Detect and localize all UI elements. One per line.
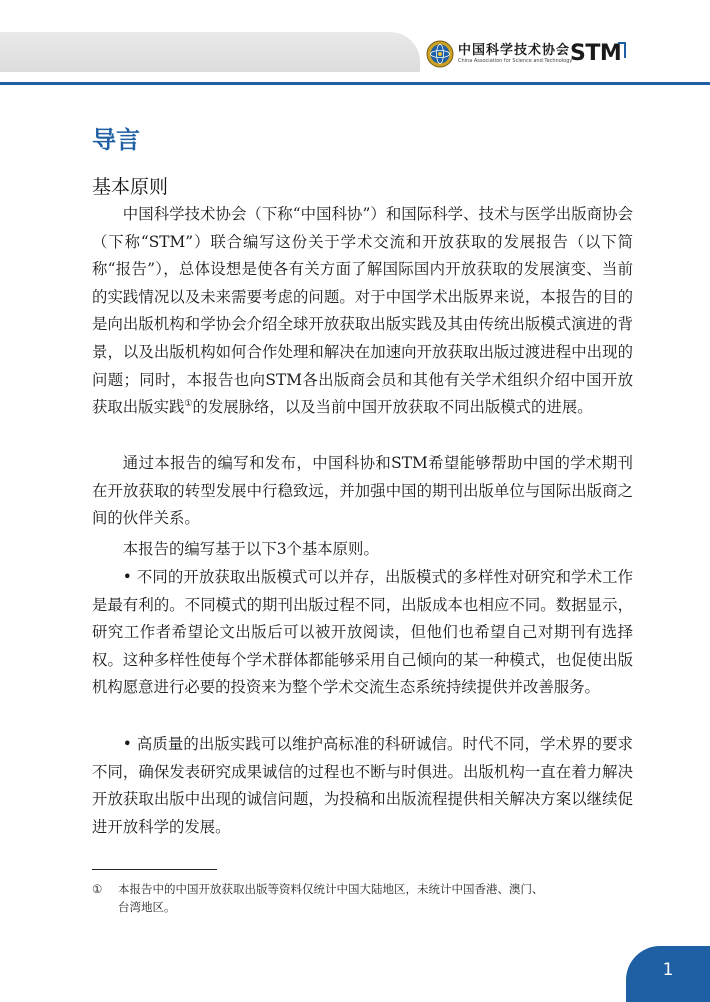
footnote-rule [92,869,217,870]
stm-bracket-icon [618,42,626,58]
page-number-tab [626,946,710,1002]
stm-logo [568,38,630,70]
footnote [92,880,633,916]
bullet-paragraph-1: • 不同的开放获取出版模式可以并存，出版模式的多样性对研究和学术工作是最有利的。不同模式的期刊出版过程不同，出版成本也相应不同。数据显示，研究工作者希望论文出版后可以被开放阅读，但他们也希望自己对期刊有选择权。这种多样性使每个学术群体都能够采用自己倾向的某一种模式，也促使出版机构愿意进行必要的投资来为整个学术交流生态系统持续提供并改善服务。 [92,568,633,697]
paragraph-1-text-end: 的发展脉络，以及当前中国开放获取不同出版模式的进展。 [192,398,593,417]
paragraph-3: 本报告的编写基于以下3个基本原则。 [122,540,379,558]
stm-logo-text: STM [570,41,622,66]
paragraph-2: 通过本报告的编写和发布，中国科协和STM希望能够帮助中国的学术期刊在开放获取的转型发展中行稳致远，并加强中国的期刊出版单位与国际出版商之间的伙伴关系。 [92,454,633,528]
cast-emblem-icon [426,40,454,68]
bullet-paragraph-2: • 高质量的出版实践可以维护高标准的科研诚信。时代不同，学术界的要求不同，确保发表研究成果诚信的过程也不断与时俱进。出版机构一直在着力解决开放获取出版中出现的诚信问题，为投稿和出版流程提供相关解决方案以继续促进开放科学的发展。 [92,735,633,836]
paragraph-1 [92,201,633,422]
cast-logo-cn: 中国科学技术协会 [458,43,571,58]
footnote-line-2: 台湾地区。 [118,900,176,914]
cast-logo [426,40,572,68]
cast-logo-en: China Association for Science and Technology [458,58,573,64]
header-divider [0,82,710,85]
footnote-marker: ① [92,882,103,896]
page-number: 1 [662,960,674,980]
section-heading: 基本原则 [92,176,169,198]
footnote-line-1: 本报告中的中国开放获取出版等资料仅统计中国大陆地区，未统计中国香港、澳门、 [118,882,544,896]
header-band [0,32,420,72]
page-title: 导言 [92,126,140,154]
footnote-reference[interactable]: ① [184,399,193,410]
paragraph-1-text: 中国科学技术协会（下称“中国科协”）和国际科学、技术与医学出版商协会（下称“STM”）联合编写这份关于学术交流和开放获取的发展报告（以下简称“报告”），总体设想是使各有关方面了解国际国内开放获取的发展演变、当前的实践情况以及未来需要考虑的问题。对于中国学术出版界来说，本报告的目的是向出版机构和学协会介绍全球开放获取出版实践及其由传统出版模式演进的背景，以及出版机构如何合作处理和解决在加速向开放获取出版过渡进程中出现的问题；同时，本报告也向STM各出版商会员和其他有关学术组织介绍中国开放获取出版实践 [92,205,633,417]
